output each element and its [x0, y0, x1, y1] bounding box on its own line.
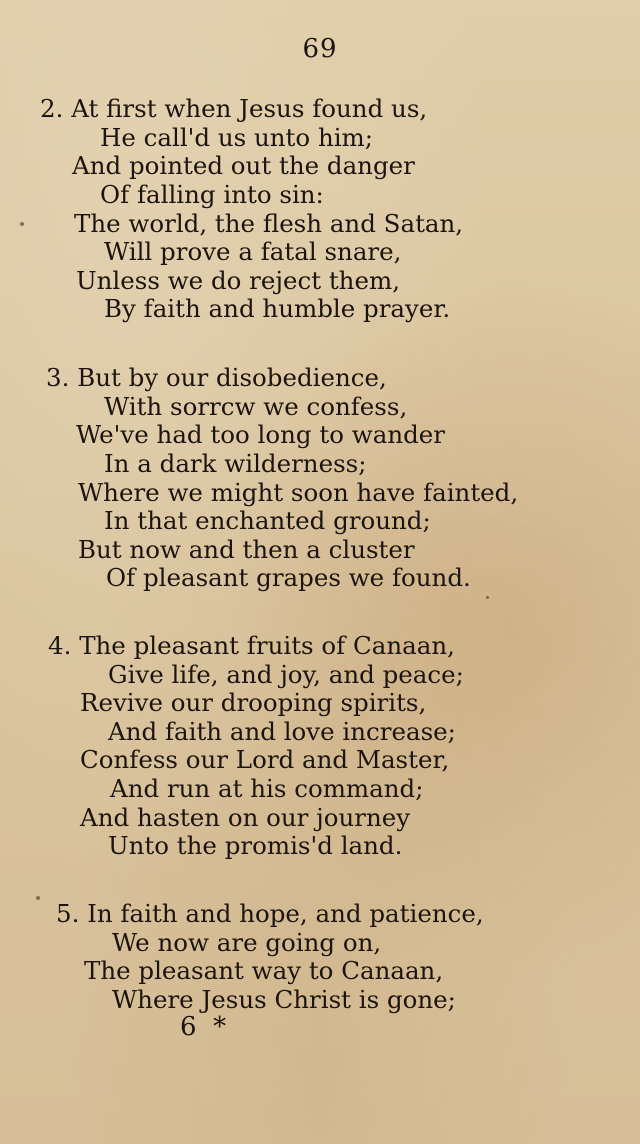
asterisk-mark: * — [213, 1012, 227, 1042]
stanza-line: Confess our Lord and Master, — [80, 745, 450, 774]
stanza-number: 5. — [56, 899, 80, 928]
line-text: The pleasant fruits of Canaan, — [79, 631, 455, 660]
stanza-line: He call'd us unto him; — [100, 123, 374, 152]
paper-speck — [20, 222, 24, 226]
stanza-line: Where we might soon have fainted, — [78, 478, 519, 507]
stanza-line — [40, 94, 427, 123]
stanza-line: Where Jesus Christ is gone; — [112, 985, 456, 1014]
signature-number: 6 — [180, 1012, 197, 1042]
stanza-number: 4. — [48, 631, 72, 660]
stanza-line: We now are going on, — [112, 928, 382, 957]
stanza-line: But now and then a cluster — [78, 535, 415, 564]
stanza-line: Revive our drooping spirits, — [80, 688, 427, 717]
stanza-line: The pleasant way to Canaan, — [84, 956, 444, 985]
stanza-line: With sorrcw we confess, — [104, 392, 408, 421]
paper-speck — [36, 896, 40, 900]
stanza-line: We've had too long to wander — [76, 420, 446, 449]
stanza-line — [56, 899, 484, 928]
stanza-number: 2. — [40, 94, 64, 123]
stanza-line: Of pleasant grapes we found. — [106, 563, 471, 592]
stanza-line: Unto the promis'd land. — [108, 831, 403, 860]
signature-mark — [180, 1012, 226, 1042]
stanza-line: And run at his command; — [110, 774, 424, 803]
stanza-line: Of falling into sin: — [100, 180, 324, 209]
page-number: 69 — [302, 34, 338, 64]
stanza-line: And faith and love increase; — [108, 717, 456, 746]
stanza-line: By faith and humble prayer. — [104, 294, 451, 323]
stanza-line: Will prove a fatal snare, — [104, 237, 402, 266]
stanza-line: In that enchanted ground; — [104, 506, 431, 535]
line-text: But by our disobedience, — [77, 363, 387, 392]
line-text: At first when Jesus found us, — [71, 94, 428, 123]
stanza-line: And hasten on our journey — [80, 803, 411, 832]
stanza-number: 3. — [46, 363, 70, 392]
line-text: In faith and hope, and patience, — [87, 899, 484, 928]
stanza-line: And pointed out the danger — [72, 151, 415, 180]
stanza-line — [48, 631, 455, 660]
stanza-line: In a dark wilderness; — [104, 449, 367, 478]
stanza-line: The world, the flesh and Satan, — [74, 209, 464, 238]
stanza-line: Give life, and joy, and peace; — [108, 660, 464, 689]
stanza-line: Unless we do reject them, — [76, 266, 400, 295]
paper-speck — [486, 596, 489, 599]
stanza-line — [46, 363, 387, 392]
